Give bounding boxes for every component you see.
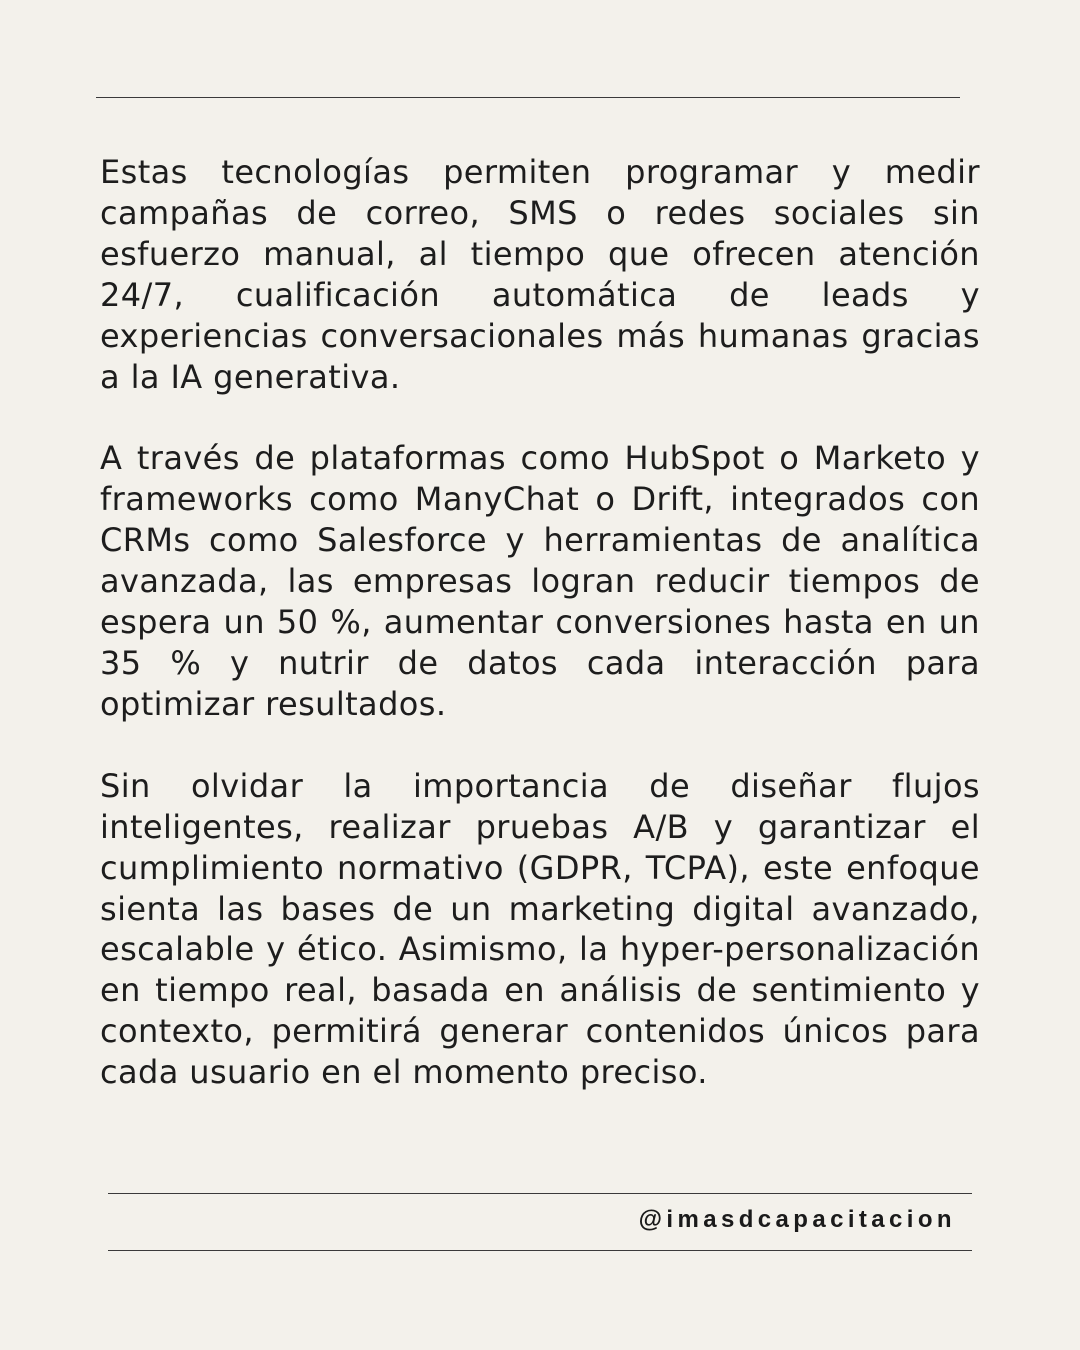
body-text (100, 152, 980, 1093)
paragraph-1: Estas tecnologías permiten programar y medir campañas de correo, SMS o redes sociales sin esfuerzo manual, al tiempo que ofrecen atención 24/7, cualificación automática de leads y experiencias conversacionales más humanas gracias a la IA generativa. (100, 153, 980, 396)
paragraph-2: A través de plataformas como HubSpot o Marketo y frameworks como ManyChat o Drift, integrados con CRMs como Salesforce y herramientas de analítica avanzada, las empresas logran reducir tiempos de espera un 50 %, aumentar conversiones hasta en un 35 % y nutrir de datos cada interacción para optimizar resultados. (100, 439, 980, 723)
social-handle: @imasdcapacitacion (638, 1206, 956, 1233)
top-divider (96, 97, 960, 98)
footer-top-divider (108, 1193, 972, 1194)
footer-bottom-divider (108, 1250, 972, 1251)
paragraph-3: Sin olvidar la importancia de diseñar flujos inteligentes, realizar pruebas A/B y garantizar el cumplimiento normativo (GDPR, TCPA), este enfoque sienta las bases de un marketing digital avanzado, escalable y ético. Asimismo, la hyper-personalización en tiempo real, basada en análisis de sentimiento y contexto, permitirá generar contenidos únicos para cada usuario en el momento preciso. (100, 766, 980, 1092)
